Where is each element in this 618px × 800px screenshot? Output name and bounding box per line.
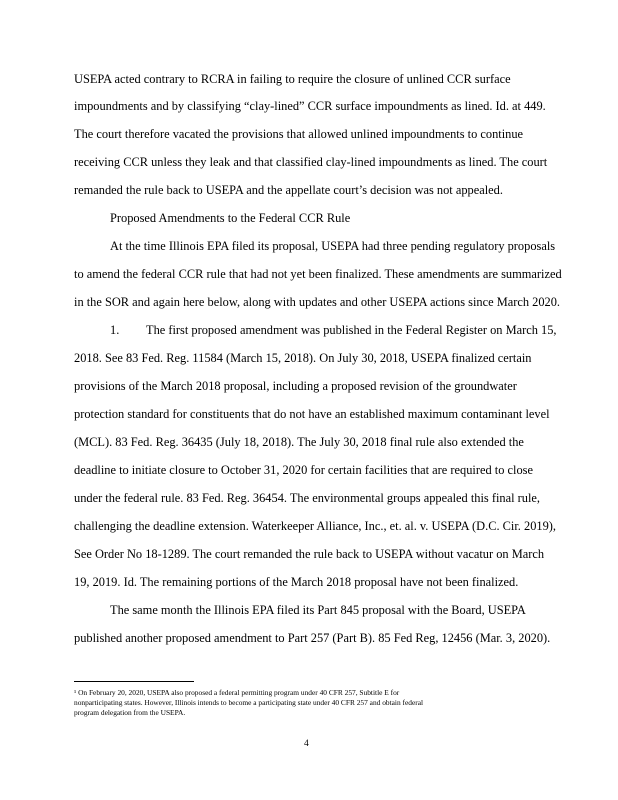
body-text-line: published another proposed amendment to Part 257 (Part B). 85 Fed Reg, 12456 (Mar. 3, 2020). [74,631,551,645]
body-text-line: challenging the deadline extension. Waterkeeper Alliance, Inc., et. al. v. USEPA (D.C. Cir. 2019), [74,519,557,533]
body-text-line: under the federal rule. 83 Fed. Reg. 36454. The environmental groups appealed this final rule, [74,491,541,505]
body-text-line: in the SOR and again here below, along with updates and other USEPA actions since March 2020. [74,295,561,309]
body-text-line: protection standard for constituents that do not have an established maximum contaminant level [74,407,550,421]
body-text-line: impoundments and by classifying “clay-lined” CCR surface impoundments as lined. Id. at 449. [74,99,546,113]
body-text-line: USEPA acted contrary to RCRA in failing to require the closure of unlined CCR surface [74,72,511,86]
list-item-number: 1. [110,323,120,337]
body-text-line: At the time Illinois EPA filed its proposal, USEPA had three pending regulatory proposals [110,239,556,253]
footnote-line: ¹ On February 20, 2020, USEPA also proposed a federal permitting program under 40 CFR 257, Subtitle E for [74,688,400,697]
body-text-line: The court therefore vacated the provisions that allowed unlined impoundments to continue [74,127,524,141]
page-number: 4 [304,739,309,749]
body-text-line: (MCL). 83 Fed. Reg. 36435 (July 18, 2018). The July 30, 2018 final rule also extended the [74,435,524,449]
body-text-line: to amend the federal CCR rule that had not yet been finalized. These amendments are summarized [74,267,562,281]
footnote-line: program delegation from the USEPA. [74,708,186,717]
footnote-separator [74,681,194,682]
body-text-line: See Order No 18-1289. The court remanded the rule back to USEPA without vacatur on March [74,547,545,561]
list-item-text: The first proposed amendment was published in the Federal Register on March 15, [146,323,557,337]
body-text-line: remanded the rule back to USEPA and the appellate court’s decision was not appealed. [74,183,503,197]
section-heading: Proposed Amendments to the Federal CCR Rule [110,211,351,225]
body-text-line: 2018. See 83 Fed. Reg. 11584 (March 15, 2018). On July 30, 2018, USEPA finalized certain [74,351,532,365]
footnote-line: nonparticipating states. However, Illinois intends to become a participating state under 40 CFR 257 and obtain federal [74,698,424,707]
body-text-line: provisions of the March 2018 proposal, including a proposed revision of the groundwater [74,379,517,393]
body-text-line: 19, 2019. Id. The remaining portions of the March 2018 proposal have not been finalized. [74,575,519,589]
body-text-line: deadline to initiate closure to October 31, 2020 for certain facilities that are required to close [74,463,533,477]
body-text-line: The same month the Illinois EPA filed its Part 845 proposal with the Board, USEPA [110,603,526,617]
body-text-line: receiving CCR unless they leak and that classified clay-lined impoundments as lined. The court [74,155,548,169]
